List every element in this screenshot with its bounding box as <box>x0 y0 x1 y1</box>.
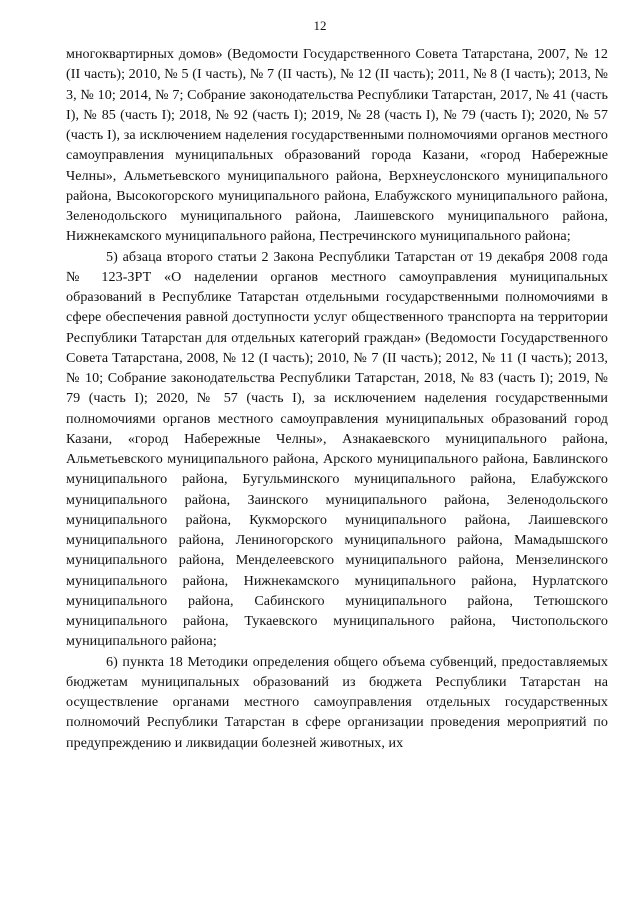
paragraph-continuation: многоквартирных домов» (Ведомости Государственного Совета Татарстана, 2007, № 12 (II часть); 2010, № 5 (I часть), № 7 (II часть), № 12 (II часть); 2011, № 8 (I часть); 2013, № 3, № 10; 2014, № 7; Собрание законодательства Республики Татарстан, 2017, № 41 (часть I), № 85 (часть I); 2018, № 92 (часть I); 2019, № 28 (часть I), № 79 (часть I); 2020, № 57 (часть I), за исключением наделения государственными полномочиями органов местного самоуправления муниципальных образований города Казани, «город Набережные Челны», Альметьевского муниципального района, Верхнеуслонского муниципального района, Высокогорского муниципального района, Елабужского муниципального района, Зеленодольского муниципального района, Лаишевского муниципального района, Нижнекамского муниципального района, Пестречинского муниципального района; <box>66 46 608 245</box>
paragraph-item-6: 6) пункта 18 Методики определения общего объема субвенций, предоставляемых бюджетам муниципальных образований из бюджета Республики Татарстан на осуществление органами местного самоуправления отдельных государственных полномочий Республики Татарстан в сфере организации проведения мероприятий по предупреждению и ликвидации болезней животных, их <box>66 653 608 751</box>
paragraph-item-5: 5) абзаца второго статьи 2 Закона Республики Татарстан от 19 декабря 2008 года № 123-ЗРТ «О наделении органов местного самоуправления муниципальных образований в Республике Татарстан отдельными государственными полномочиями в сфере обеспечения равной доступности услуг общественного транспорта на территории Республики Татарстан для отдельных категорий граждан» (Ведомости Государственного Совета Татарстана, 2008, № 12 (I часть); 2010, № 7 (II часть); 2012, № 11 (I часть); 2013, № 10; Собрание законодательства Республики Татарстан, 2018, № 83 (часть I); 2019, № 79 (часть I); 2020, № 57 (часть I), за исключением наделения государственными полномочиями органов местного самоуправления муниципальных образований город Казани, «город Набережные Челны», Азнакаевского муниципального района, Альметьевского муниципального района, Арского муниципального района, Бавлинского муниципального района, Бугульминского муниципального района, Елабужского муниципального района, Заинского муниципального района, Зеленодольского муниципального района, Кукморского муниципального района, Лаишевского муниципального района, Лениногорского муниципального района, Мамадышского муниципального района, Менделеевского муниципального района, Мензелинского муниципального района, Нижнекамского муниципального района, Нурлатского муниципального района, Сабинского муниципального района, Тетюшского муниципального района, Тукаевского муниципального района, Чистопольского муниципального района; <box>66 248 608 650</box>
document-body <box>66 44 608 753</box>
page-number: 12 <box>313 18 327 33</box>
